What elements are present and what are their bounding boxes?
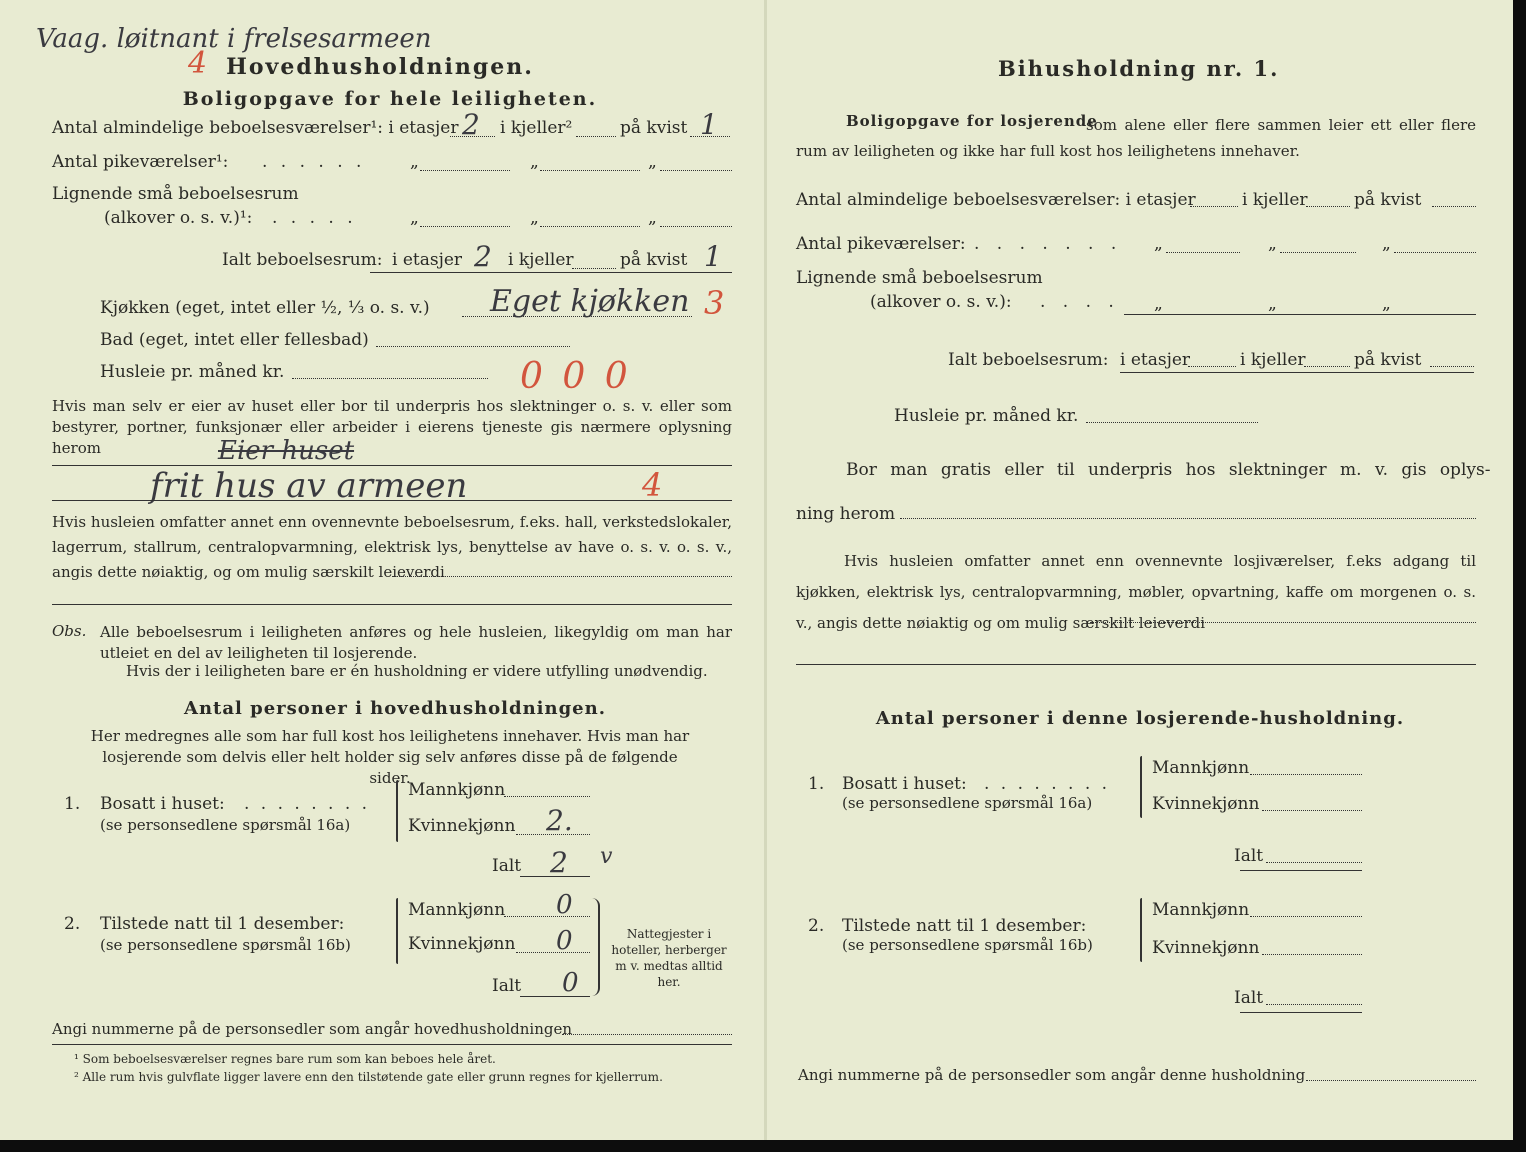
field-line bbox=[1090, 622, 1476, 623]
ialt-rooms-label: Ialt beboelsesrum: bbox=[222, 250, 383, 270]
q2-total-value: 0 bbox=[562, 968, 579, 998]
obs-note-2: Hvis der i leiligheten bare er én husholdning er videre utfylling unødvendig. bbox=[126, 662, 708, 680]
q2-number: 2. bbox=[64, 914, 81, 934]
handwritten-household-number: 4 bbox=[188, 46, 208, 81]
handwritten-answer: frit hus av armeen bbox=[150, 466, 468, 506]
field-line bbox=[1086, 422, 1258, 423]
kitchen-code: 3 bbox=[704, 284, 725, 322]
field-line bbox=[576, 136, 616, 137]
field-line bbox=[392, 576, 732, 577]
field-line bbox=[420, 170, 510, 171]
field-line bbox=[1304, 366, 1350, 367]
field-line bbox=[462, 316, 692, 317]
dot-leader: . . . . . . bbox=[262, 152, 366, 172]
q1-total-label: Ialt bbox=[492, 856, 522, 876]
right-q2-label: Tilstede natt til 1 desember: bbox=[842, 916, 1087, 936]
q1-check-mark: v bbox=[600, 844, 613, 869]
q2-total-label: Ialt bbox=[492, 976, 522, 996]
rooms-kvist-value: 1 bbox=[700, 108, 718, 141]
field-line bbox=[1266, 1004, 1362, 1005]
right-alkover-label: (alkover o. s. v.): bbox=[870, 292, 1012, 312]
right-q2-number: 2. bbox=[808, 916, 825, 936]
ditto-mark: „ bbox=[410, 208, 419, 228]
right-person-numbers-label: Angi nummerne på de personsedler som angår denne husholdning bbox=[798, 1066, 1306, 1084]
obs-note: Alle beboelsesrum i leiligheten anføres og hele husleien, likegyldig om man har utleiet en del av leiligheten til losjerende. bbox=[100, 623, 732, 662]
ditto-mark: „ bbox=[1382, 294, 1391, 314]
field-line bbox=[660, 170, 732, 171]
field-line bbox=[292, 378, 488, 379]
answer-line bbox=[52, 604, 732, 605]
field-line bbox=[1280, 252, 1356, 253]
right-persons-heading: Antal personer i denne losjerende-husholdning. bbox=[875, 708, 1405, 729]
page-fold bbox=[764, 0, 767, 1140]
brace bbox=[396, 898, 398, 964]
brace bbox=[396, 780, 398, 842]
ialt-etasjer-label: i etasjer bbox=[392, 250, 463, 270]
field-line bbox=[520, 876, 590, 877]
right-q1-female-label: Kvinnekjønn bbox=[1152, 794, 1260, 814]
field-line bbox=[1432, 206, 1476, 207]
right-free-housing-label: Bor man gratis eller til underpris hos slektninger m. v. gis oplys- bbox=[846, 460, 1491, 480]
rent-label: Husleie pr. måned kr. bbox=[100, 362, 285, 382]
handwritten-answer-code: 4 bbox=[642, 466, 663, 504]
q2-male-label: Mannkjønn bbox=[408, 900, 506, 920]
field-line bbox=[504, 796, 590, 797]
field-line bbox=[1124, 314, 1476, 315]
field-line bbox=[1250, 916, 1362, 917]
q1-sub: (se personsedlene spørsmål 16a) bbox=[100, 816, 351, 834]
field-line bbox=[520, 996, 590, 997]
field-line bbox=[1394, 252, 1476, 253]
field-line bbox=[1250, 774, 1362, 775]
ialt-kvist-label: på kvist bbox=[620, 250, 688, 270]
ditto-mark: „ bbox=[1154, 234, 1163, 254]
field-line bbox=[1266, 862, 1362, 863]
dot-leader: . . . . bbox=[1040, 292, 1120, 312]
bath-label: Bad (eget, intet eller fellesbad) bbox=[100, 330, 369, 350]
divider bbox=[52, 1044, 732, 1045]
rent-code: 0 0 0 bbox=[520, 356, 632, 397]
kjeller-label: i kjeller² bbox=[500, 118, 573, 138]
field-line bbox=[562, 1034, 732, 1035]
right-q1-male-label: Mannkjønn bbox=[1152, 758, 1250, 778]
q1-female-label: Kvinnekjønn bbox=[408, 816, 516, 836]
field-line bbox=[1430, 366, 1474, 367]
ialt-underline bbox=[1120, 372, 1474, 373]
rooms-etasjer-value: 2 bbox=[462, 108, 480, 141]
right-rent-label: Husleie pr. måned kr. bbox=[894, 406, 1079, 426]
right-q1-sub: (se personsedlene spørsmål 16a) bbox=[842, 794, 1093, 812]
right-ialt-etasjer-label: i etasjer bbox=[1120, 350, 1191, 370]
right-pike-label: Antal pikeværelser: bbox=[796, 234, 966, 254]
right-intro: som alene eller flere sammen leier ett eller flere rum av leiligheten og ikke har full kost hos leilighetens innehaver. bbox=[796, 116, 1476, 160]
right-q2-female-label: Kvinnekjønn bbox=[1152, 938, 1260, 958]
q1-number: 1. bbox=[64, 794, 81, 814]
q1-total-value: 2 bbox=[550, 846, 568, 879]
right-ialt-label: Ialt beboelsesrum: bbox=[948, 350, 1109, 370]
q1-male-label: Mannkjønn bbox=[408, 780, 506, 800]
field-line bbox=[1262, 954, 1362, 955]
right-q1-label: Bosatt i huset: bbox=[842, 774, 967, 794]
persons-heading: Antal personer i hovedhusholdningen. bbox=[183, 698, 606, 719]
brace bbox=[1140, 898, 1142, 962]
field-line bbox=[516, 952, 590, 953]
field-line bbox=[1262, 810, 1362, 811]
field-line bbox=[516, 834, 590, 835]
obs-label: Obs. bbox=[52, 622, 87, 640]
right-q2-total-label: Ialt bbox=[1234, 988, 1264, 1008]
field-line bbox=[376, 346, 570, 347]
small-rooms-label: Lignende små beboelsesrum bbox=[52, 184, 299, 204]
rooms-label: Antal almindelige beboelsesværelser¹: i etasjer bbox=[52, 118, 459, 138]
answer-line bbox=[52, 500, 732, 501]
kvist-label: på kvist bbox=[620, 118, 688, 138]
field-line bbox=[1188, 366, 1236, 367]
answer-line bbox=[796, 664, 1476, 665]
rent-extras-instructions: Hvis husleien omfatter annet enn ovennevnte beboelsesrum, f.eks. hall, verkstedslokaler, lagerrum, stallrum, centralopvarmning, elektrisk lys, benyttelse av have o. s. v. o. s. v., angis dette nøiaktig, og om mulig særskilt leieverdi bbox=[52, 513, 732, 581]
dot-leader: . . . . . . . . bbox=[244, 794, 371, 814]
dot-leader: . . . . . . . bbox=[974, 234, 1123, 254]
field-line bbox=[1190, 206, 1238, 207]
right-q2-sub: (se personsedlene spørsmål 16b) bbox=[842, 936, 1093, 954]
right-extras-instructions: Hvis husleien omfatter annet enn ovennevnte losjiværelser, f.eks adgang til kjøkken, elektrisk lys, centralopvarmning, møbler, opvartning, kaffe om morgenen o. s. v., angis dette nøiaktig og om mulig særskilt leieverdi bbox=[796, 552, 1476, 632]
q2-female-label: Kvinnekjønn bbox=[408, 934, 516, 954]
persons-note: Her medregnes alle som har full kost hos leilighetens innehaver. Hvis man har losjerende som delvis eller helt holder sig selv anføres disse på de følgende sider. bbox=[90, 727, 690, 787]
field-line bbox=[1240, 1012, 1362, 1013]
right-page-title: Bihusholdning nr. 1. bbox=[998, 56, 1280, 81]
ditto-mark: „ bbox=[648, 208, 657, 228]
ialt-kvist-value: 1 bbox=[704, 240, 722, 273]
ialt-kjeller-label: i kjeller bbox=[508, 250, 574, 270]
right-rooms-label: Antal almindelige beboelsesværelser: i etasjer bbox=[796, 190, 1196, 210]
right-free-housing-label-2: ning herom bbox=[796, 504, 896, 524]
field-line bbox=[572, 268, 616, 269]
pike-label: Antal pikeværelser¹: bbox=[52, 152, 229, 172]
footnote-1: ¹ Som beboelsesværelser regnes bare rum som kan beboes hele året. bbox=[74, 1052, 496, 1066]
ialt-underline bbox=[370, 272, 732, 273]
right-ialt-kjeller-label: i kjeller bbox=[1240, 350, 1306, 370]
handwritten-occupation: Vaag. løitnant i frelsesarmeen bbox=[36, 24, 432, 54]
ditto-mark: „ bbox=[1382, 234, 1391, 254]
q2-female-value: 0 bbox=[556, 926, 573, 956]
alkover-label: (alkover o. s. v.)¹: bbox=[104, 208, 253, 228]
page-subtitle: Boligopgave for hele leiligheten. bbox=[182, 88, 598, 110]
ditto-mark: „ bbox=[1154, 294, 1163, 314]
right-kvist-label: på kvist bbox=[1354, 190, 1422, 210]
kitchen-label: Kjøkken (eget, intet eller ½, ⅓ o. s. v.) bbox=[100, 298, 430, 318]
brace bbox=[1140, 756, 1142, 818]
field-line bbox=[420, 226, 510, 227]
ditto-mark: „ bbox=[530, 152, 539, 172]
ditto-mark: „ bbox=[1268, 294, 1277, 314]
right-q1-number: 1. bbox=[808, 774, 825, 794]
ditto-mark: „ bbox=[410, 152, 419, 172]
page-title: Hovedhusholdningen. bbox=[226, 54, 534, 80]
field-line bbox=[540, 170, 640, 171]
field-line bbox=[1306, 1080, 1476, 1081]
ialt-etasjer-value: 2 bbox=[474, 240, 492, 273]
night-guests-note: Nattegjester i hoteller, herberger m v. medtas alltid her. bbox=[611, 927, 727, 989]
right-small-rooms-label: Lignende små beboelsesrum bbox=[796, 268, 1043, 288]
dot-leader: . . . . . bbox=[272, 208, 357, 228]
field-line bbox=[540, 226, 640, 227]
person-numbers-label: Angi nummerne på de personsedler som angår hovedhusholdningen bbox=[52, 1020, 572, 1038]
field-line bbox=[1166, 252, 1240, 253]
footnote-2: ² Alle rum hvis gulvflate ligger lavere enn den tilstøtende gate eller grunn regnes for kjellerrum. bbox=[74, 1070, 663, 1084]
ditto-mark: „ bbox=[648, 152, 657, 172]
handwritten-struck-answer: Eier huset bbox=[218, 436, 355, 466]
kitchen-value: Eget kjøkken bbox=[490, 284, 690, 319]
brace bbox=[590, 898, 600, 996]
dot-leader: . . . . . . . . bbox=[984, 774, 1111, 794]
q1-female-value: 2. bbox=[546, 804, 573, 837]
q2-male-value: 0 bbox=[556, 890, 573, 920]
right-ialt-kvist-label: på kvist bbox=[1354, 350, 1422, 370]
field-line bbox=[900, 518, 1476, 519]
right-q2-male-label: Mannkjønn bbox=[1152, 900, 1250, 920]
field-line bbox=[1306, 206, 1350, 207]
field-line bbox=[1240, 870, 1362, 871]
ditto-mark: „ bbox=[1268, 234, 1277, 254]
right-intro-bold: Boligopgave for losjerende bbox=[846, 112, 1098, 130]
q2-sub: (se personsedlene spørsmål 16b) bbox=[100, 936, 351, 954]
q1-label: Bosatt i huset: bbox=[100, 794, 225, 814]
owner-instructions: Hvis man selv er eier av huset eller bor til underpris hos slektninger o. s. v. eller som bestyrer, portner, funksjonær eller arbeider i eierens tjeneste gis nærmere oplysning herom bbox=[52, 397, 732, 457]
q2-label: Tilstede natt til 1 desember: bbox=[100, 914, 345, 934]
ditto-mark: „ bbox=[530, 208, 539, 228]
field-line bbox=[660, 226, 732, 227]
right-q1-total-label: Ialt bbox=[1234, 846, 1264, 866]
right-kjeller-label: i kjeller bbox=[1242, 190, 1308, 210]
field-line bbox=[504, 916, 590, 917]
